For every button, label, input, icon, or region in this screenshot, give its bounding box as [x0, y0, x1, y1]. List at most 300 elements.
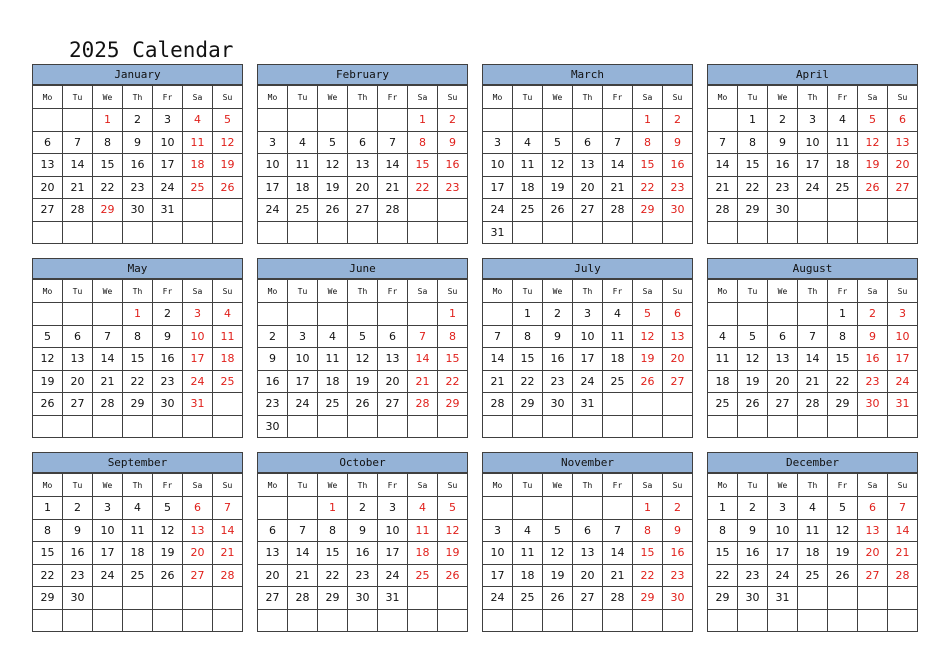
week-row [258, 109, 468, 132]
day-cell: 12 [858, 131, 888, 154]
day-cell: 10 [573, 325, 603, 348]
day-cell: 20 [378, 370, 408, 393]
empty-day-cell [123, 221, 153, 244]
day-cell: 2 [348, 497, 378, 520]
empty-day-cell [213, 587, 243, 610]
day-cell: 23 [663, 564, 693, 587]
day-cell: 19 [33, 370, 63, 393]
day-cell: 14 [603, 154, 633, 177]
week-row [483, 348, 693, 371]
day-cell: 5 [633, 303, 663, 326]
weekday-label: Sa [858, 280, 888, 303]
page-title: 2025 Calendar [69, 38, 234, 62]
day-cell: 26 [348, 393, 378, 416]
day-cell: 30 [768, 199, 798, 222]
month-december [707, 452, 918, 632]
day-cell: 10 [153, 131, 183, 154]
month-day-table [32, 279, 243, 438]
weekday-label: Th [123, 280, 153, 303]
week-row [33, 519, 243, 542]
weekday-label: Fr [153, 280, 183, 303]
day-cell: 12 [33, 348, 63, 371]
day-cell: 26 [33, 393, 63, 416]
weekday-label: Th [123, 474, 153, 497]
day-cell: 20 [33, 176, 63, 199]
empty-day-cell [858, 199, 888, 222]
day-cell: 31 [888, 393, 918, 416]
day-cell: 11 [513, 542, 543, 565]
month-header: August [707, 258, 918, 279]
day-cell: 6 [573, 131, 603, 154]
week-row [258, 609, 468, 632]
month-january [32, 64, 243, 244]
weekday-label: Th [798, 86, 828, 109]
empty-day-cell [603, 609, 633, 632]
day-cell: 1 [738, 109, 768, 132]
day-cell: 4 [603, 303, 633, 326]
weekday-header-row [708, 280, 918, 303]
day-cell: 4 [288, 131, 318, 154]
empty-day-cell [33, 609, 63, 632]
day-cell: 24 [888, 370, 918, 393]
day-cell: 11 [603, 325, 633, 348]
day-cell: 11 [798, 519, 828, 542]
day-cell: 11 [408, 519, 438, 542]
day-cell: 18 [213, 348, 243, 371]
month-june [257, 258, 468, 438]
day-cell: 7 [93, 325, 123, 348]
day-cell: 18 [708, 370, 738, 393]
day-cell: 14 [708, 154, 738, 177]
weekday-label: Mo [258, 280, 288, 303]
day-cell: 8 [123, 325, 153, 348]
day-cell: 31 [483, 221, 513, 244]
empty-day-cell [153, 609, 183, 632]
weekday-label: Tu [513, 474, 543, 497]
weekday-label: Fr [153, 474, 183, 497]
day-cell: 21 [213, 542, 243, 565]
day-cell: 31 [768, 587, 798, 610]
day-cell: 31 [573, 393, 603, 416]
day-cell: 18 [828, 154, 858, 177]
day-cell: 17 [378, 542, 408, 565]
weekday-label: Tu [63, 474, 93, 497]
day-cell: 6 [888, 109, 918, 132]
day-cell: 4 [513, 131, 543, 154]
week-row [708, 109, 918, 132]
day-cell: 12 [438, 519, 468, 542]
week-row [483, 609, 693, 632]
day-cell: 18 [513, 564, 543, 587]
day-cell: 10 [93, 519, 123, 542]
day-cell: 8 [513, 325, 543, 348]
empty-day-cell [183, 587, 213, 610]
day-cell: 28 [483, 393, 513, 416]
day-cell: 9 [543, 325, 573, 348]
empty-day-cell [408, 199, 438, 222]
day-cell: 25 [123, 564, 153, 587]
day-cell: 1 [828, 303, 858, 326]
week-row [33, 564, 243, 587]
empty-day-cell [768, 609, 798, 632]
day-cell: 24 [798, 176, 828, 199]
weekday-label: Su [888, 474, 918, 497]
month-header: November [482, 452, 693, 473]
empty-day-cell [318, 609, 348, 632]
weekday-label: Th [348, 474, 378, 497]
day-cell: 28 [378, 199, 408, 222]
empty-day-cell [63, 109, 93, 132]
day-cell: 1 [633, 497, 663, 520]
day-cell: 22 [513, 370, 543, 393]
week-row [258, 370, 468, 393]
empty-day-cell [888, 199, 918, 222]
day-cell: 15 [33, 542, 63, 565]
day-cell: 13 [573, 154, 603, 177]
day-cell: 5 [33, 325, 63, 348]
day-cell: 20 [663, 348, 693, 371]
day-cell: 13 [258, 542, 288, 565]
empty-day-cell [438, 221, 468, 244]
empty-day-cell [738, 415, 768, 438]
day-cell: 5 [543, 519, 573, 542]
empty-day-cell [768, 221, 798, 244]
empty-day-cell [603, 221, 633, 244]
day-cell: 3 [183, 303, 213, 326]
day-cell: 27 [348, 199, 378, 222]
week-row [258, 199, 468, 222]
day-cell: 30 [153, 393, 183, 416]
month-header: April [707, 64, 918, 85]
weekday-label: Sa [408, 86, 438, 109]
empty-day-cell [153, 415, 183, 438]
empty-day-cell [33, 415, 63, 438]
weekday-label: We [768, 280, 798, 303]
empty-day-cell [603, 497, 633, 520]
empty-day-cell [858, 609, 888, 632]
weekday-label: Sa [183, 474, 213, 497]
day-cell: 1 [33, 497, 63, 520]
day-cell: 23 [543, 370, 573, 393]
empty-day-cell [513, 609, 543, 632]
day-cell: 17 [183, 348, 213, 371]
day-cell: 5 [348, 325, 378, 348]
empty-day-cell [288, 109, 318, 132]
day-cell: 1 [438, 303, 468, 326]
empty-day-cell [603, 393, 633, 416]
week-row [33, 199, 243, 222]
month-day-table [482, 85, 693, 244]
empty-day-cell [573, 221, 603, 244]
day-cell: 25 [828, 176, 858, 199]
month-day-table [32, 85, 243, 244]
day-cell: 1 [633, 109, 663, 132]
empty-day-cell [33, 109, 63, 132]
empty-day-cell [348, 221, 378, 244]
day-cell: 15 [513, 348, 543, 371]
day-cell: 29 [33, 587, 63, 610]
day-cell: 26 [153, 564, 183, 587]
day-cell: 20 [348, 176, 378, 199]
weekday-label: Sa [858, 474, 888, 497]
day-cell: 13 [183, 519, 213, 542]
day-cell: 26 [438, 564, 468, 587]
month-day-table [482, 473, 693, 632]
empty-day-cell [633, 415, 663, 438]
day-cell: 24 [153, 176, 183, 199]
week-row [708, 154, 918, 177]
empty-day-cell [543, 109, 573, 132]
day-cell: 3 [258, 131, 288, 154]
week-row [483, 221, 693, 244]
weekday-header-row [708, 86, 918, 109]
day-cell: 16 [543, 348, 573, 371]
week-row [483, 325, 693, 348]
day-cell: 8 [33, 519, 63, 542]
day-cell: 30 [123, 199, 153, 222]
month-day-table [707, 279, 918, 438]
empty-day-cell [63, 221, 93, 244]
empty-day-cell [288, 303, 318, 326]
day-cell: 10 [288, 348, 318, 371]
week-row [258, 221, 468, 244]
week-row [483, 303, 693, 326]
weekday-label: Tu [738, 474, 768, 497]
day-cell: 8 [633, 131, 663, 154]
day-cell: 10 [798, 131, 828, 154]
day-cell: 23 [438, 176, 468, 199]
weekday-label: We [543, 474, 573, 497]
day-cell: 11 [183, 131, 213, 154]
week-row [483, 519, 693, 542]
day-cell: 28 [603, 199, 633, 222]
weekday-label: Su [888, 280, 918, 303]
week-row [33, 221, 243, 244]
empty-day-cell [378, 109, 408, 132]
day-cell: 24 [483, 587, 513, 610]
weekday-header-row [33, 86, 243, 109]
day-cell: 5 [543, 131, 573, 154]
day-cell: 23 [63, 564, 93, 587]
day-cell: 7 [708, 131, 738, 154]
day-cell: 28 [288, 587, 318, 610]
weekday-label: Su [438, 474, 468, 497]
day-cell: 8 [738, 131, 768, 154]
weekday-label: Fr [603, 86, 633, 109]
empty-day-cell [378, 609, 408, 632]
day-cell: 3 [768, 497, 798, 520]
month-header: January [32, 64, 243, 85]
day-cell: 20 [258, 564, 288, 587]
empty-day-cell [768, 303, 798, 326]
week-row [33, 415, 243, 438]
day-cell: 17 [483, 564, 513, 587]
week-row [33, 587, 243, 610]
weekday-label: Sa [183, 86, 213, 109]
day-cell: 10 [483, 154, 513, 177]
empty-day-cell [213, 415, 243, 438]
empty-day-cell [213, 393, 243, 416]
empty-day-cell [33, 303, 63, 326]
day-cell: 2 [543, 303, 573, 326]
day-cell: 6 [348, 131, 378, 154]
day-cell: 15 [633, 542, 663, 565]
day-cell: 2 [738, 497, 768, 520]
day-cell: 6 [663, 303, 693, 326]
empty-day-cell [408, 587, 438, 610]
day-cell: 2 [63, 497, 93, 520]
day-cell: 19 [828, 542, 858, 565]
day-cell: 1 [708, 497, 738, 520]
day-cell: 25 [183, 176, 213, 199]
day-cell: 19 [858, 154, 888, 177]
day-cell: 6 [768, 325, 798, 348]
day-cell: 5 [858, 109, 888, 132]
weekday-label: We [543, 280, 573, 303]
calendar-grid [32, 64, 918, 632]
month-header: July [482, 258, 693, 279]
weekday-label: Su [213, 474, 243, 497]
day-cell: 23 [768, 176, 798, 199]
empty-day-cell [888, 609, 918, 632]
day-cell: 3 [288, 325, 318, 348]
day-cell: 24 [768, 564, 798, 587]
month-header: December [707, 452, 918, 473]
day-cell: 25 [708, 393, 738, 416]
weekday-label: Th [573, 474, 603, 497]
day-cell: 8 [828, 325, 858, 348]
month-header: October [257, 452, 468, 473]
day-cell: 21 [408, 370, 438, 393]
empty-day-cell [93, 303, 123, 326]
day-cell: 24 [378, 564, 408, 587]
empty-day-cell [123, 587, 153, 610]
empty-day-cell [318, 221, 348, 244]
day-cell: 18 [288, 176, 318, 199]
day-cell: 26 [738, 393, 768, 416]
day-cell: 22 [93, 176, 123, 199]
day-cell: 10 [483, 542, 513, 565]
month-header: February [257, 64, 468, 85]
week-row [33, 131, 243, 154]
empty-day-cell [513, 415, 543, 438]
day-cell: 5 [438, 497, 468, 520]
day-cell: 12 [738, 348, 768, 371]
empty-day-cell [798, 587, 828, 610]
empty-day-cell [483, 303, 513, 326]
empty-day-cell [33, 221, 63, 244]
weekday-label: Mo [33, 86, 63, 109]
week-row [708, 199, 918, 222]
day-cell: 15 [408, 154, 438, 177]
weekday-label: Tu [288, 280, 318, 303]
week-row [258, 131, 468, 154]
day-cell: 27 [573, 587, 603, 610]
empty-day-cell [663, 609, 693, 632]
day-cell: 9 [768, 131, 798, 154]
empty-day-cell [573, 609, 603, 632]
day-cell: 8 [93, 131, 123, 154]
empty-day-cell [318, 415, 348, 438]
empty-day-cell [708, 109, 738, 132]
empty-day-cell [318, 303, 348, 326]
empty-day-cell [438, 415, 468, 438]
day-cell: 24 [93, 564, 123, 587]
day-cell: 29 [123, 393, 153, 416]
month-october [257, 452, 468, 632]
empty-day-cell [438, 609, 468, 632]
week-row [708, 370, 918, 393]
weekday-label: Th [573, 280, 603, 303]
week-row [33, 497, 243, 520]
empty-day-cell [153, 221, 183, 244]
weekday-label: Tu [63, 86, 93, 109]
day-cell: 21 [798, 370, 828, 393]
day-cell: 3 [153, 109, 183, 132]
weekday-label: Sa [633, 280, 663, 303]
day-cell: 18 [408, 542, 438, 565]
week-row [708, 348, 918, 371]
empty-day-cell [348, 609, 378, 632]
day-cell: 22 [708, 564, 738, 587]
weekday-label: Sa [633, 86, 663, 109]
day-cell: 10 [258, 154, 288, 177]
day-cell: 29 [633, 587, 663, 610]
day-cell: 20 [573, 564, 603, 587]
day-cell: 14 [483, 348, 513, 371]
empty-day-cell [408, 221, 438, 244]
day-cell: 13 [663, 325, 693, 348]
week-row [708, 609, 918, 632]
weekday-label: Mo [33, 474, 63, 497]
day-cell: 19 [543, 564, 573, 587]
empty-day-cell [888, 415, 918, 438]
day-cell: 22 [633, 176, 663, 199]
empty-day-cell [663, 415, 693, 438]
day-cell: 28 [93, 393, 123, 416]
day-cell: 15 [438, 348, 468, 371]
empty-day-cell [348, 303, 378, 326]
weekday-label: We [543, 86, 573, 109]
day-cell: 6 [378, 325, 408, 348]
day-cell: 20 [573, 176, 603, 199]
empty-day-cell [438, 199, 468, 222]
empty-day-cell [63, 303, 93, 326]
empty-day-cell [348, 109, 378, 132]
weekday-label: Th [348, 86, 378, 109]
empty-day-cell [483, 497, 513, 520]
empty-day-cell [153, 587, 183, 610]
day-cell: 17 [288, 370, 318, 393]
weekday-label: Tu [738, 280, 768, 303]
week-row [33, 542, 243, 565]
empty-day-cell [408, 609, 438, 632]
empty-day-cell [408, 303, 438, 326]
day-cell: 27 [573, 199, 603, 222]
week-row [708, 393, 918, 416]
empty-day-cell [483, 415, 513, 438]
day-cell: 24 [183, 370, 213, 393]
day-cell: 7 [603, 519, 633, 542]
day-cell: 27 [378, 393, 408, 416]
empty-day-cell [63, 609, 93, 632]
week-row [708, 497, 918, 520]
day-cell: 29 [708, 587, 738, 610]
day-cell: 7 [408, 325, 438, 348]
day-cell: 5 [828, 497, 858, 520]
day-cell: 25 [318, 393, 348, 416]
weekday-header-row [483, 86, 693, 109]
